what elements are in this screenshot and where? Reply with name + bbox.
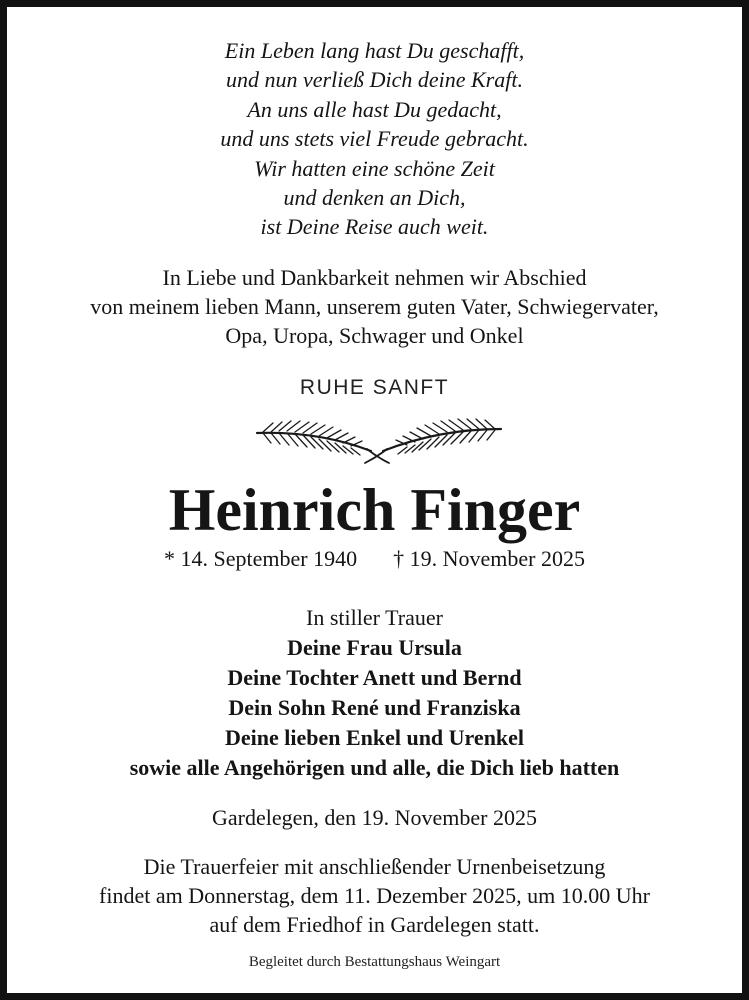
service-line: Die Trauerfeier mit anschließender Urnenbeisetzung — [143, 854, 606, 879]
service-line: auf dem Friedhof in Gardelegen statt. — [209, 912, 540, 937]
farewell-line: Opa, Uropa, Schwager und Onkel — [225, 323, 524, 348]
poem-line: und denken an Dich, — [283, 185, 466, 210]
mourner-line: Deine Tochter Anett und Bernd — [227, 665, 522, 690]
palm-branch-icon — [249, 411, 509, 465]
deceased-name: Heinrich Finger — [168, 477, 581, 543]
mourner-line: Deine lieben Enkel und Urenkel — [224, 725, 525, 750]
farewell-line: von meinem lieben Mann, unserem guten Vater, Schwiegervater, — [90, 294, 659, 319]
poem-line: An uns alle hast Du gedacht, — [247, 97, 502, 122]
birth-date: * 14. September 1940 — [164, 546, 358, 571]
place-date: Gardelegen, den 19. November 2025 — [211, 805, 537, 830]
mourner-line: sowie alle Angehörigen und alle, die Dich lieb hatten — [129, 755, 620, 780]
poem-line: und nun verließ Dich deine Kraft. — [226, 67, 523, 92]
poem-line: Ein Leben lang hast Du geschafft, — [224, 38, 525, 63]
poem-line: Wir hatten eine schöne Zeit — [254, 156, 495, 181]
mourner-line: Deine Frau Ursula — [287, 635, 462, 660]
poem-line: ist Deine Reise auch weit. — [260, 214, 489, 239]
service-line: findet am Donnerstag, dem 11. Dezember 2025, um 10.00 Uhr — [99, 883, 650, 908]
life-dates — [7, 545, 742, 573]
poem-line: und uns stets viel Freude gebracht. — [220, 126, 529, 151]
funeral-home-credit: Begleitet durch Bestattungshaus Weingart — [248, 954, 501, 970]
mourner-line: Dein Sohn René und Franziska — [228, 695, 521, 720]
farewell-line: In Liebe und Dankbarkeit nehmen wir Abschied — [162, 265, 587, 290]
mourners-lead: In stiller Trauer — [306, 605, 443, 630]
death-date: † 19. November 2025 — [393, 546, 585, 571]
motto: RUHE SANFT — [299, 376, 450, 399]
